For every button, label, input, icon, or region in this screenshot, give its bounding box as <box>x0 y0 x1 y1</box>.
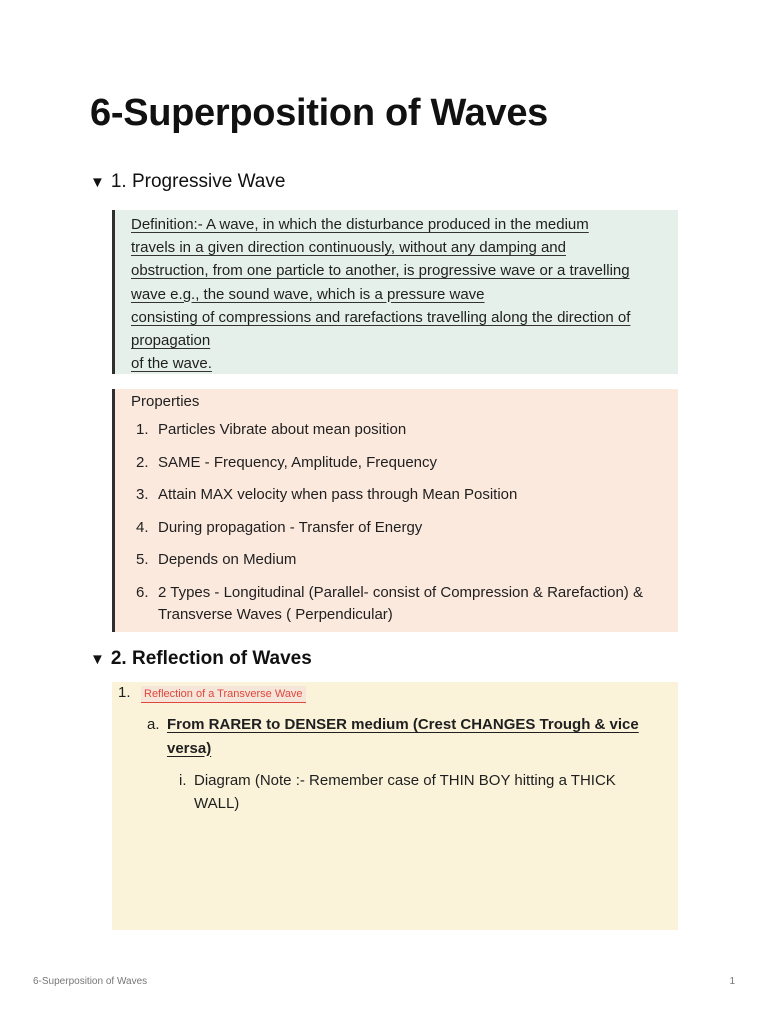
toggle-triangle-icon[interactable]: ▼ <box>90 650 105 668</box>
sub-item-letter: a. <box>147 716 160 733</box>
toggle-reflection-of-waves[interactable] <box>90 648 312 670</box>
properties-callout <box>112 389 678 632</box>
definition-line: obstruction, from one particle to another, is progressive wave or a travelling <box>131 262 630 280</box>
list-text: Depends on Medium <box>158 551 297 568</box>
list-item <box>131 549 678 572</box>
properties-list <box>131 419 678 627</box>
list-item <box>131 517 678 540</box>
list-text: Particles Vibrate about mean position <box>158 421 407 438</box>
definition-callout <box>112 210 678 374</box>
list-text: During propagation - Transfer of Energy <box>158 518 423 536</box>
list-number: 1. <box>118 684 131 701</box>
page-number: 1 <box>729 976 735 987</box>
section-heading: 2. Reflection of Waves <box>110 648 312 669</box>
sub-item-letter: i. <box>179 772 187 789</box>
definition-line: of the wave. <box>131 355 212 373</box>
definition-line: propagation <box>131 332 211 350</box>
list-text: SAME - Frequency, Amplitude, Frequency <box>158 453 438 471</box>
definition-line: wave e.g., the sound wave, which is a pressure wave <box>131 285 485 303</box>
toggle-triangle-icon[interactable]: ▼ <box>90 173 105 191</box>
properties-title: Properties <box>131 393 200 410</box>
list-number: 2. <box>136 453 149 471</box>
definition-line: Definition:- A wave, in which the disturbance produced in the medium <box>131 216 589 233</box>
list-number: 4. <box>136 518 149 536</box>
list-number: 3. <box>136 486 149 503</box>
list-item <box>131 582 678 627</box>
list-item <box>131 452 678 475</box>
definition-line: travels in a given direction continuously, without any damping and <box>131 239 566 257</box>
toggle-progressive-wave[interactable] <box>90 171 285 193</box>
page-title: 6-Superposition of Waves <box>90 92 549 134</box>
list-number: 1. <box>136 421 149 438</box>
footer-title: 6-Superposition of Waves <box>33 976 148 987</box>
list-item <box>131 484 678 507</box>
section-heading: 1. Progressive Wave <box>110 171 286 192</box>
highlight-tag: Reflection of a Transverse Wave <box>141 686 306 703</box>
list-text: Attain MAX velocity when pass through Mean Position <box>158 486 518 503</box>
list-text: 2 Types - Longitudinal (Parallel- consist of Compression & Rarefaction) & Transverse Waves ( Perpendicular) <box>158 583 643 623</box>
sub-item-text: Diagram (Note :- Remember case of THIN BOY hitting a THICK WALL) <box>194 772 616 812</box>
sub-item-text: From RARER to DENSER medium (Crest CHANGES Trough & vice versa) <box>167 716 639 757</box>
list-item <box>131 419 678 442</box>
list-number: 6. <box>136 583 149 601</box>
definition-line: consisting of compressions and rarefactions travelling along the direction of <box>131 308 631 326</box>
list-number: 5. <box>136 551 149 568</box>
